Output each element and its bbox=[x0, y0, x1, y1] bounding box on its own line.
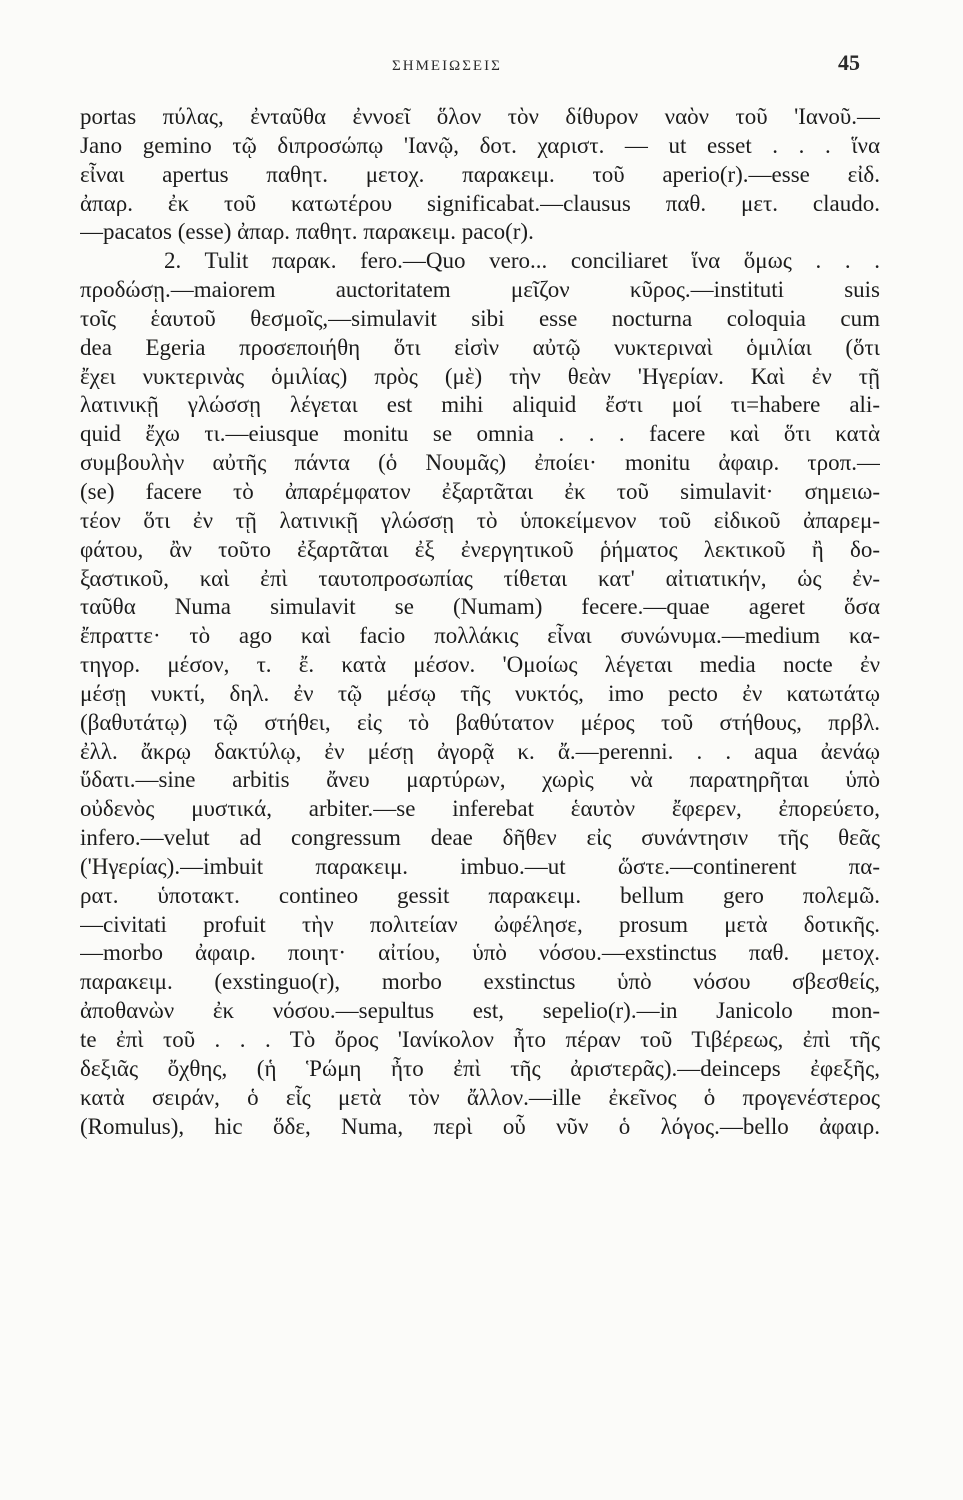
text-line: —civitati profuit τὴν πολιτείαν ὠφέλησε, prosum μετὰ δοτικῆς. bbox=[80, 911, 880, 937]
text-line: ('Ηγερίας).—imbuit παρακειμ. imbuo.—ut ὥστε.—continerent πα- bbox=[80, 853, 880, 879]
body-text bbox=[80, 103, 880, 1141]
text-line: ἐλλ. ἄκρῳ δακτύλῳ, ἐν μέσῃ ἀγορᾷ κ. ἄ.—perenni. . . aqua ἀενάῳ bbox=[80, 738, 880, 764]
text-line: ὕδατι.—sine arbitis ἄνευ μαρτύρων, χωρὶς νὰ παρατηρῆται ὑπὸ bbox=[80, 767, 880, 793]
text-line: te ἐπὶ τοῦ . . . Τὸ ὄρος 'Ιανίκολον ἦτο πέραν τοῦ Τιβέρεως, ἐπὶ τῆς bbox=[80, 1027, 880, 1052]
text-line: παρακειμ. (exstinguo(r), morbo exstinctus ὑπὸ νόσου σβεσθείς, bbox=[80, 969, 880, 995]
text-line: (βαθυτάτῳ) τῷ στήθει, εἰς τὸ βαθύτατον μέρος τοῦ στήθους, πρβλ. bbox=[80, 709, 880, 735]
text-line: Jano gemino τῷ διπροσώπῳ 'Ιανῷ, δοτ. χαριστ. — ut esset . . . ἵνα bbox=[80, 132, 880, 158]
text-line: οὐδενὸς μυστικά, arbiter.—se inferebat ἑαυτὸν ἔφερεν, ἐπορεύετο, bbox=[80, 796, 880, 822]
text-line: ἀποθανὼν ἐκ νόσου.—sepultus est, sepelio(r).—in Janicolo mon- bbox=[80, 998, 880, 1024]
text-line: προδώσῃ.—maiorem auctoritatem μεῖζον κῦρος.—instituti suis bbox=[80, 277, 880, 303]
text-line: τοῖς ἑαυτοῦ θεσμοῖς,—simulavit sibi esse nocturna coloquia cum bbox=[80, 305, 880, 331]
text-line: κατὰ σειράν, ὁ εἷς μετὰ τὸν ἄλλον.—ille ἐκεῖνος ὁ προγενέστερος bbox=[80, 1084, 880, 1110]
text-line: portas πύλας, ἐνταῦθα ἐννοεῖ ὅλον τὸν δίθυρον ναὸν τοῦ 'Ιανοῦ.— bbox=[80, 104, 880, 129]
text-line: ἀπαρ. ἐκ τοῦ κατωτέρου significabat.—clausus παθ. μετ. claudo. bbox=[80, 190, 880, 216]
running-title: ΣΗΜΕΙΩΣΕΙΣ bbox=[392, 58, 502, 74]
text-line: φάτου, ἂν τοῦτο ἐξαρτᾶται ἐξ ἐνεργητικοῦ ῥήματος λεκτικοῦ ἢ δο- bbox=[80, 536, 880, 562]
text-line: τηγορ. μέσον, τ. ἔ. κατὰ μέσον. 'Ομοίως λέγεται media nocte ἐν bbox=[80, 652, 880, 678]
text-line: δεξιᾶς ὄχθης, (ἡ Ῥώμη ἦτο ἐπὶ τῆς ἀριστερᾶς).—deinceps ἐφεξῆς, bbox=[80, 1055, 880, 1081]
text-line: dea Egeria προσεποιήθη ὅτι εἰσὶν αὐτῷ νυκτεριναὶ ὁμιλίαι (ὅτι bbox=[80, 334, 880, 360]
text-line: μέσῃ νυκτί, δηλ. ἐν τῷ μέσῳ τῆς νυκτός, imo pecto ἐν κατωτάτῳ bbox=[80, 680, 880, 706]
text-line: ἔχει νυκτερινὰς ὁμιλίας) πρὸς (μὲ) τὴν θεὰν 'Ηγερίαν. Καὶ ἐν τῇ bbox=[80, 363, 880, 389]
text-line: τέον ὅτι ἐν τῇ λατινικῇ γλώσσῃ τὸ ὑποκείμενον τοῦ εἰδικοῦ ἀπαρεμ- bbox=[80, 507, 880, 533]
text-line: ἔπραττε· τὸ ago καὶ facio πολλάκις εἶναι συνώνυμα.—medium κα- bbox=[80, 623, 880, 649]
text-line: (Romulus), hic ὅδε, Numa, περὶ οὗ νῦν ὁ λόγος.—bello ἀφαιρ. bbox=[80, 1113, 880, 1139]
text-line: (se) facere τὸ ἀπαρέμφατον ἐξαρτᾶται ἐκ τοῦ simulavit· σημειω- bbox=[80, 478, 880, 504]
text-line: εἶναι apertus παθητ. μετοχ. παρακειμ. τοῦ aperio(r).—esse εἰδ. bbox=[80, 161, 880, 187]
text-line: ρατ. ὑποτακτ. contineo gessit παρακειμ. bellum gero πολεμῶ. bbox=[80, 882, 880, 908]
text-line: ταῦθα Numa simulavit se (Numam) fecere.—quae ageret ὅσα bbox=[80, 594, 880, 620]
text-line: ξαστικοῦ, καὶ ἐπὶ ταυτοπροσωπίας τίθεται κατ' αἰτιατικήν, ὡς ἐν- bbox=[80, 565, 880, 591]
text-line: 2. Tulit παρακ. fero.—Quo vero... conciliaret ἵνα ὅμως . . . bbox=[164, 248, 880, 274]
text-line: λατινικῇ γλώσσῃ λέγεται est mihi aliquid ἔστι μοί τι=habere ali- bbox=[80, 392, 880, 418]
text-line: infero.—velut ad congressum deae δῆθεν εἰς συνάντησιν τῆς θεᾶς bbox=[80, 825, 880, 851]
text-line: —pacatos (esse) ἀπαρ. παθητ. παρακειμ. paco(r). bbox=[80, 219, 534, 245]
text-line: συμβουλὴν αὐτῆς πάντα (ὁ Νουμᾶς) ἐποίει· monitu ἀφαιρ. τροπ.— bbox=[80, 450, 880, 476]
page-number: 45 bbox=[838, 50, 860, 75]
text-line: quid ἔχω τι.—eiusque monitu se omnia . . . facere καὶ ὅτι κατὰ bbox=[80, 421, 880, 447]
text-line: —morbo ἀφαιρ. ποιητ· αἰτίου, ὑπὸ νόσου.—exstinctus παθ. μετοχ. bbox=[80, 940, 880, 966]
running-head bbox=[0, 50, 963, 80]
